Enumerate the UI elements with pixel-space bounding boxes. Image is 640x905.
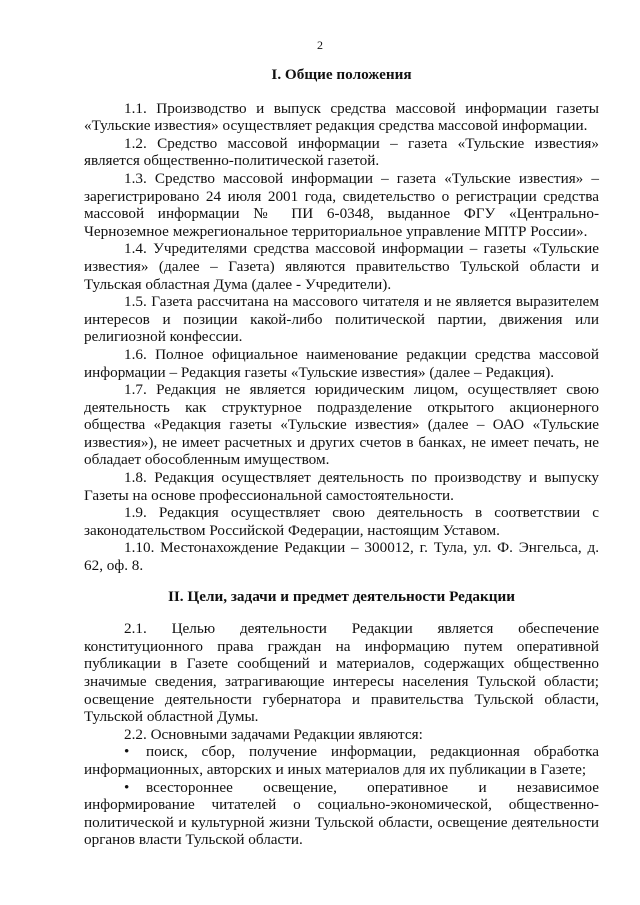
paragraph-1-1: 1.1. Производство и выпуск средства массовой информации газеты «Тульские известия» осуществляет редакция средства массовой информации. (84, 99, 599, 135)
paragraph-1-4: 1.4. Учредителями средства массовой информации – газеты «Тульские известия» (далее – Газета) являются правительство Тульской области и Тульская областная Дума (далее - Учредители). (84, 240, 599, 293)
paragraph-1-3: 1.3. Средство массовой информации – газета «Тульские известия» – зарегистрировано 24 июля 2001 года, свидетельство о регистрации средства массовой информации № ПИ 6-0348, выданное ФГУ «Центрально-Черноземное межрегиональное территориальное управление МПТР России». (84, 169, 599, 240)
bullet-item (84, 743, 599, 778)
section-1-title: I. Общие положения (271, 66, 412, 83)
bullet-item (84, 779, 599, 849)
paragraph-1-5: 1.5. Газета рассчитана на массового читателя и не является выразителем интересов и позиции какой-либо политической партии, движения или религиозной конфессии. (84, 293, 599, 346)
paragraph-2-1: 2.1. Целью деятельности Редакции является обеспечение конституционного права граждан на информацию путем оперативной публикации в Газете сообщений и материалов, содержащих общественно значимые сведения, затрагивающие интересы населения Тульской области; освещение деятельности губернатора и правительства Тульской области, Тульской областной Думы. (84, 620, 599, 726)
bullet-icon: • (124, 778, 130, 796)
paragraph-1-9: 1.9. Редакция осуществляет свою деятельность в соответствии с законодательством Российской Федерации, настоящим Уставом. (84, 504, 599, 539)
paragraph-1-2: 1.2. Средство массовой информации – газета «Тульские известия» является общественно-политической газетой. (84, 134, 599, 170)
bullet-text: всестороннее освещение, оперативное и независимое информирование читателей о социально-экономической, общественно-политической и культурной жизни Тульской области, освещение деятельности органов власти Тульской области. (84, 778, 599, 849)
bullet-icon: • (124, 743, 130, 761)
document-body (84, 66, 599, 849)
paragraph-2-2: 2.2. Основными задачами Редакции являются: (124, 725, 423, 743)
section-2-title: II. Цели, задачи и предмет деятельности Редакции (167, 587, 515, 605)
page-number: 2 (317, 38, 323, 52)
paragraph-1-8: 1.8. Редакция осуществляет деятельность по производству и выпуску Газеты на основе профессиональной самостоятельности. (84, 469, 599, 504)
paragraph-1-10: 1.10. Местонахождение Редакции – 300012, г. Тула, ул. Ф. Энгельса, д. 62, оф. 8. (84, 539, 599, 575)
bullet-text: поиск, сбор, получение информации, редакционная обработка информационных, авторских и иных материалов для их публикации в Газете; (84, 743, 599, 778)
paragraph-1-7: 1.7. Редакция не является юридическим лицом, осуществляет свою деятельность как структурное подразделение открытого акционерного общества «Редакция газеты «Тульские известия» (далее – ОАО «Тульские известия»), не имеет расчетных и других счетов в банках, не имеет печать, не обладает обособленным имуществом. (84, 381, 599, 469)
paragraph-1-6: 1.6. Полное официальное наименование редакции средства массовой информации – Редакция газеты «Тульские известия» (далее – Редакция). (84, 345, 599, 381)
